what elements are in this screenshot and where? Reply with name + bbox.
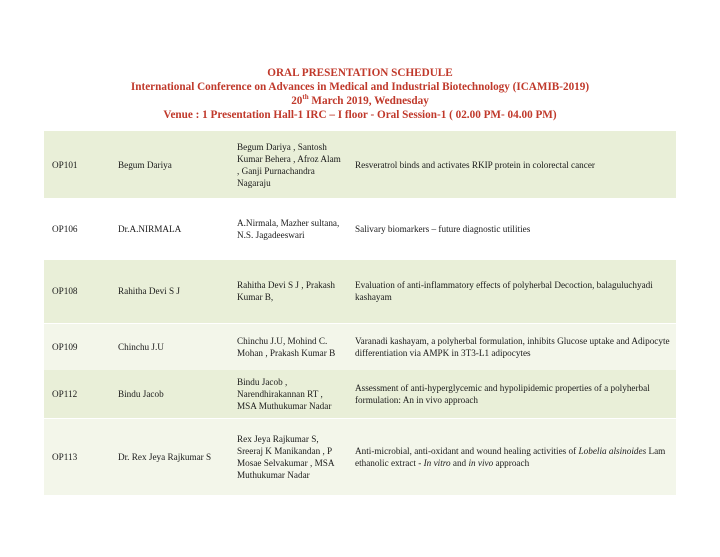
- table-row: [44, 418, 676, 495]
- table-row: [44, 370, 676, 418]
- paper-title: [347, 418, 676, 495]
- title-in-vivo: in vivo: [468, 457, 494, 468]
- schedule-header: [0, 66, 720, 122]
- presenter-name: Chinchu J.U: [110, 323, 229, 370]
- paper-id: OP113: [44, 418, 110, 495]
- date-suffix: th: [302, 93, 309, 101]
- authors: A.Nirmala, Mazher sultana, N.S. Jagadeeswari: [229, 198, 347, 260]
- table-row: [44, 131, 676, 198]
- presenter-name: Dr. Rex Jeya Rajkumar S: [110, 418, 229, 495]
- title-text: approach: [493, 457, 530, 468]
- date-day: 20: [291, 95, 303, 107]
- paper-title: Assessment of anti-hyperglycemic and hypolipidemic properties of a polyherbal formulation: An in vivo approach: [347, 370, 676, 418]
- paper-id: OP101: [44, 131, 110, 198]
- table-row: [44, 260, 676, 323]
- authors: Rex Jeya Rajkumar S, Sreeraj K Manikandan , P Mosae Selvakumar , MSA Muthukumar Nadar: [229, 418, 347, 495]
- paper-title: Resveratrol binds and activates RKIP protein in colorectal cancer: [347, 131, 676, 198]
- authors: Rahitha Devi S J , Prakash Kumar B,: [229, 260, 347, 323]
- authors: Chinchu J.U, Mohind C. Mohan , Prakash Kumar B: [229, 323, 347, 370]
- paper-id: OP106: [44, 198, 110, 260]
- session-venue: Venue : 1 Presentation Hall-1 IRC – I floor - Oral Session-1 ( 02.00 PM- 04.00 PM): [163, 109, 557, 121]
- presenter-name: Bindu Jacob: [110, 370, 229, 418]
- paper-title: Salivary biomarkers – future diagnostic utilities: [347, 198, 676, 260]
- session-date: [0, 94, 720, 108]
- conference-name: International Conference on Advances in Medical and Industrial Biotechnology (ICAMIB-2019): [130, 81, 590, 93]
- title-text: Anti-microbial, anti-oxidant and wound healing activities of: [355, 445, 579, 456]
- presenter-name: Dr.A.NIRMALA: [110, 198, 229, 260]
- authors: Bindu Jacob , Narendhirakannan RT , MSA Muthukumar Nadar: [229, 370, 347, 418]
- paper-id: OP109: [44, 323, 110, 370]
- date-rest: March 2019, Wednesday: [308, 95, 429, 107]
- title-text: Lam ethanolic extract -: [355, 445, 666, 468]
- presenter-name: Begum Dariya: [110, 131, 229, 198]
- title-text: and: [450, 457, 469, 468]
- authors: Begum Dariya , Santosh Kumar Behera , Afroz Alam , Ganji Purnachandra Nagaraju: [229, 131, 347, 198]
- paper-id: OP108: [44, 260, 110, 323]
- table-row: [44, 198, 676, 260]
- schedule-table: [44, 131, 676, 495]
- paper-title: Evaluation of anti-inflammatory effects of polyherbal Decoction, balaguluchyadi kashayam: [347, 260, 676, 323]
- paper-title: Varanadi kashayam, a polyherbal formulation, inhibits Glucose uptake and Adipocyte differentiation via AMPK in 3T3-L1 adipocytes: [347, 323, 676, 370]
- paper-id: OP112: [44, 370, 110, 418]
- title-species: Lobelia alsinoides: [578, 445, 647, 456]
- title-in-vitro: In vitro: [423, 457, 451, 468]
- presenter-name: Rahitha Devi S J: [110, 260, 229, 323]
- schedule-title: ORAL PRESENTATION SCHEDULE: [267, 67, 453, 79]
- table-row: [44, 323, 676, 370]
